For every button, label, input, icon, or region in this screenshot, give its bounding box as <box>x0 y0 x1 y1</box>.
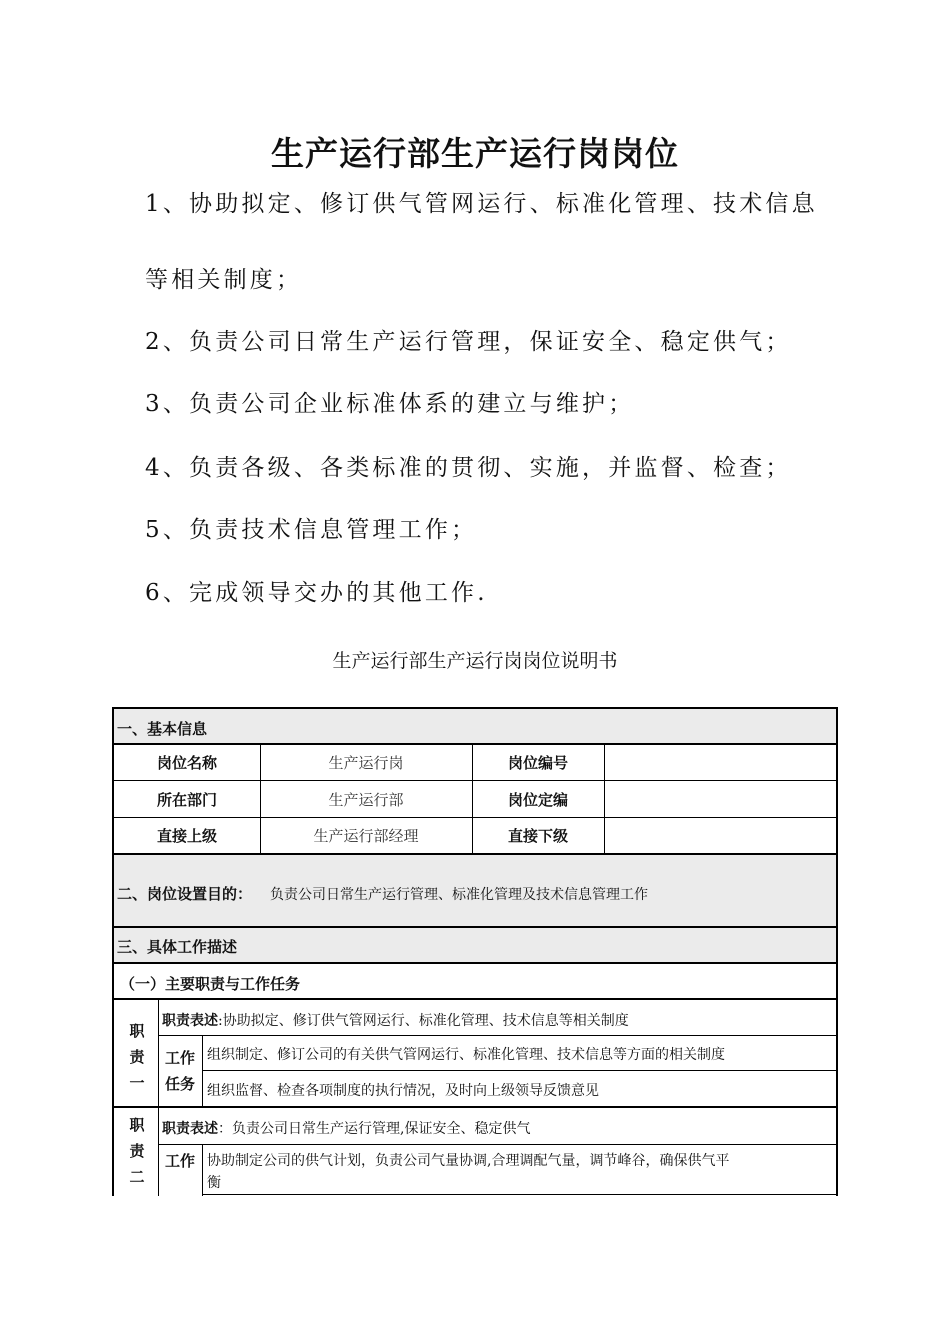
table-row <box>114 781 836 818</box>
duty-two-label: 职 责 二 <box>129 1116 145 1186</box>
section-purpose-text: 负责公司日常生产运行管理、标准化管理及技术信息管理工作 <box>270 887 648 903</box>
document-title: 生产运行部生产运行岗岗位 <box>271 134 679 173</box>
label-direct-subordinate: 直接下级 <box>507 827 568 845</box>
duty-one-description <box>162 1010 629 1030</box>
paragraph-5: 5、负责技术信息管理工作； <box>145 517 478 543</box>
paragraph-2: 2、负责公司日常生产运行管理，保证安全、稳定供气； <box>145 329 792 355</box>
duty-one-task-label: 工作 任务 <box>164 1049 195 1093</box>
value-direct-superior: 生产运行部经理 <box>313 827 419 845</box>
duty-two-task-1: 协助制定公司的供气计划，负责公司气量协调,合理调配气量，调节峰谷，确保供气平 <box>207 1153 730 1169</box>
section-purpose-heading: 二、岗位设置目的： <box>117 885 253 903</box>
duty-one-label: 职 责 一 <box>129 1022 145 1092</box>
paragraph-6: 6、完成领导交办的其他工作. <box>145 580 488 606</box>
label-position-name: 岗位名称 <box>156 754 217 772</box>
table-row <box>114 818 836 855</box>
label-direct-superior: 直接上级 <box>156 827 217 845</box>
label-headcount: 岗位定编 <box>507 790 568 809</box>
duty-two-desc-text: ：负责公司日常生产运行管理,保证安全、稳定供气 <box>218 1121 531 1137</box>
duty-one-desc-label: 职责表述 <box>162 1013 218 1029</box>
duty-one-block <box>114 1000 836 1108</box>
paragraph-4: 4、负责各级、各类标准的贯彻、实施，并监督、检查； <box>145 455 792 481</box>
duty-two-description <box>162 1118 530 1138</box>
subsection-row <box>114 964 836 1000</box>
duty-two-task-label: 工作 <box>164 1152 195 1170</box>
value-direct-subordinate <box>604 818 836 853</box>
duty-one-desc-text: :协助拟定、修订供气管网运行、标准化管理、技术信息等相关制度 <box>218 1013 629 1029</box>
label-department: 所在部门 <box>156 790 217 809</box>
document-subtitle: 生产运行部生产运行岗岗位说明书 <box>332 650 618 672</box>
paragraph-1: 1、协助拟定、修订供气管网运行、标准化管理、技术信息 <box>145 191 818 217</box>
value-position-name: 生产运行岗 <box>328 754 404 772</box>
paragraph-1-cont: 等相关制度； <box>145 267 303 293</box>
section-work-description-heading: 三、具体工作描述 <box>117 938 238 956</box>
duty-two-block <box>114 1108 836 1196</box>
duty-one-task-2: 组织监督、检查各项制度的执行情况，及时向上级领导反馈意见 <box>207 1083 599 1099</box>
table-row <box>114 745 836 781</box>
value-department: 生产运行部 <box>328 790 404 809</box>
section-basic-info-row <box>114 709 836 745</box>
duty-two-task-1-cont: 衡 <box>207 1175 221 1191</box>
section-work-description-row <box>114 928 836 964</box>
duty-one-task-1: 组织制定、修订公司的有关供气管网运行、标准化管理、技术信息等方面的相关制度 <box>207 1047 725 1063</box>
subsection-heading: （一）主要职责与工作任务 <box>120 975 301 993</box>
section-basic-info-heading: 一、基本信息 <box>117 720 208 738</box>
label-position-code: 岗位编号 <box>507 754 568 772</box>
value-position-code <box>604 745 836 780</box>
section-purpose-row <box>114 855 836 928</box>
job-description-table <box>112 707 838 1196</box>
duty-two-desc-label: 职责表述 <box>162 1121 218 1137</box>
value-headcount <box>604 781 836 817</box>
paragraph-3: 3、负责公司企业标准体系的建立与维护； <box>145 391 635 417</box>
